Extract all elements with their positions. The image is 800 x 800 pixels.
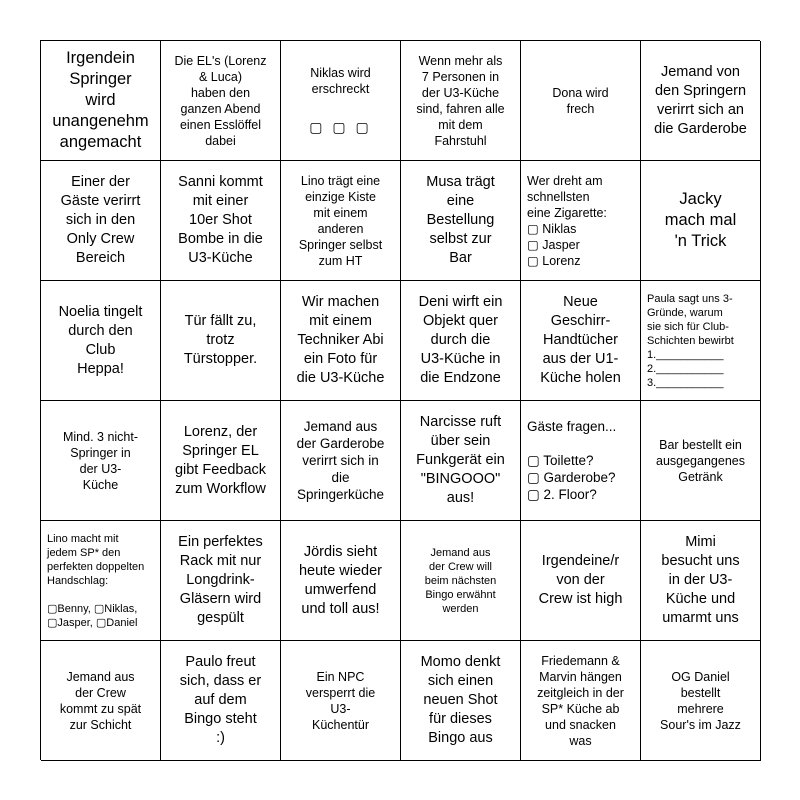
bingo-cell[interactable]: Irgendeine/r von der Crew ist high <box>521 521 641 641</box>
bingo-cell[interactable]: Tür fällt zu, trotz Türstopper. <box>161 281 281 401</box>
bingo-cell[interactable]: Jemand von den Springern verirrt sich an die Garderobe <box>641 41 761 161</box>
bingo-cell[interactable]: Paulo freut sich, dass er auf dem Bingo steht :) <box>161 641 281 761</box>
bingo-cell[interactable]: Niklas wird erschreckt ▢ ▢ ▢ <box>281 41 401 161</box>
checkbox-group[interactable]: ▢ ▢ ▢ <box>309 119 372 135</box>
bingo-cell[interactable]: Gäste fragen... ▢ Toilette? ▢ Garderobe? ▢ 2. Floor? <box>521 401 641 521</box>
bingo-cell[interactable]: Lorenz, der Springer EL gibt Feedback zum Workflow <box>161 401 281 521</box>
bingo-cell[interactable]: Friedemann & Marvin hängen zeitgleich in der SP* Küche ab und snacken was <box>521 641 641 761</box>
bingo-grid <box>40 40 760 760</box>
bingo-cell[interactable]: Jemand aus der Crew kommt zu spät zur Schicht <box>41 641 161 761</box>
bingo-cell[interactable]: Deni wirft ein Objekt quer durch die U3-Küche in die Endzone <box>401 281 521 401</box>
bingo-cell[interactable]: Wir machen mit einem Techniker Abi ein Foto für die U3-Küche <box>281 281 401 401</box>
bingo-cell[interactable]: Lino macht mit jedem SP* den perfekten doppelten Handschlag: ▢Benny, ▢Niklas, ▢Jasper, ▢Daniel <box>41 521 161 641</box>
bingo-cell[interactable]: Jemand aus der Crew will beim nächsten Bingo erwähnt werden <box>401 521 521 641</box>
bingo-cell[interactable]: Noelia tingelt durch den Club Heppa! <box>41 281 161 401</box>
bingo-cell[interactable]: Ein NPC versperrt die U3- Küchentür <box>281 641 401 761</box>
bingo-cell[interactable]: Mimi besucht uns in der U3- Küche und umarmt uns <box>641 521 761 641</box>
bingo-cell[interactable]: Jördis sieht heute wieder umwerfend und toll aus! <box>281 521 401 641</box>
bingo-cell[interactable]: Bar bestellt ein ausgegangenes Getränk <box>641 401 761 521</box>
bingo-cell[interactable]: Dona wird frech <box>521 41 641 161</box>
bingo-cell[interactable]: Musa trägt eine Bestellung selbst zur Bar <box>401 161 521 281</box>
bingo-cell[interactable]: Die EL's (Lorenz & Luca) haben den ganzen Abend einen Esslöffel dabei <box>161 41 281 161</box>
bingo-cell[interactable]: Irgendein Springer wird unangenehm angemacht <box>41 41 161 161</box>
bingo-cell[interactable]: Lino trägt eine einzige Kiste mit einem anderen Springer selbst zum HT <box>281 161 401 281</box>
bingo-cell[interactable]: Wenn mehr als 7 Personen in der U3-Küche sind, fahren alle mit dem Fahrstuhl <box>401 41 521 161</box>
bingo-cell[interactable]: Jacky mach mal 'n Trick <box>641 161 761 281</box>
bingo-cell[interactable]: Paula sagt uns 3- Gründe, warum sie sich für Club- Schichten bewirbt 1.___________ 2.___________ 3.___________ <box>641 281 761 401</box>
bingo-cell[interactable]: OG Daniel bestellt mehrere Sour's im Jazz <box>641 641 761 761</box>
bingo-cell[interactable]: Momo denkt sich einen neuen Shot für dieses Bingo aus <box>401 641 521 761</box>
bingo-cell[interactable]: Neue Geschirr- Handtücher aus der U1- Küche holen <box>521 281 641 401</box>
bingo-cell[interactable]: Mind. 3 nicht- Springer in der U3- Küche <box>41 401 161 521</box>
bingo-cell[interactable]: Narcisse ruft über sein Funkgerät ein "BINGOOO" aus! <box>401 401 521 521</box>
bingo-cell[interactable]: Jemand aus der Garderobe verirrt sich in die Springerküche <box>281 401 401 521</box>
bingo-cell[interactable]: Wer dreht am schnellsten eine Zigarette: ▢ Niklas ▢ Jasper ▢ Lorenz <box>521 161 641 281</box>
bingo-cell[interactable]: Sanni kommt mit einer 10er Shot Bombe in die U3-Küche <box>161 161 281 281</box>
bingo-cell[interactable]: Ein perfektes Rack mit nur Longdrink- Gläsern wird gespült <box>161 521 281 641</box>
bingo-cell[interactable]: Einer der Gäste verirrt sich in den Only Crew Bereich <box>41 161 161 281</box>
